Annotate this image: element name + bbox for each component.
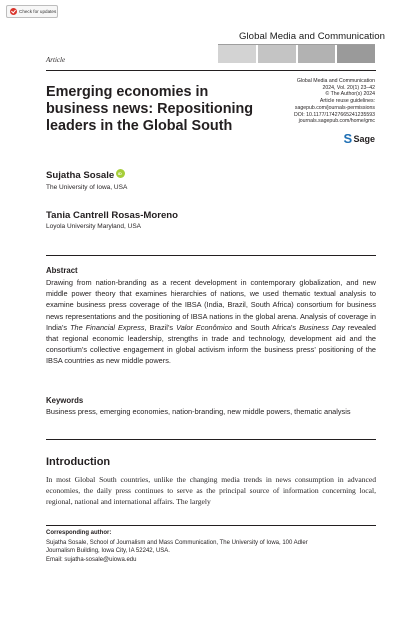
sage-wordmark: Sage <box>353 134 375 144</box>
header-color-blocks <box>218 45 375 63</box>
header-block <box>298 45 336 63</box>
abstract-heading: Abstract <box>46 266 78 275</box>
corresponding-author-heading: Corresponding author: <box>46 530 112 536</box>
author-1-affiliation: The University of Iowa, USA <box>46 184 128 191</box>
meta-permissions-link[interactable]: sagepub.com/journals-permissions <box>294 104 375 111</box>
meta-copyright: © The Author(s) 2024 <box>325 91 375 98</box>
check-for-updates-badge[interactable] <box>6 5 58 18</box>
corresponding-author-address: Journalism Building, Iowa City, IA 52242, USA. <box>46 548 170 555</box>
header-block <box>218 45 256 63</box>
corresponding-author-email[interactable]: Email: sujatha-sosale@uiowa.edu <box>46 556 137 563</box>
article-metadata <box>235 78 375 125</box>
meta-journal: Global Media and Communication <box>296 78 375 84</box>
introduction-text: In most Global South countries, unlike the changing media trends in news consumption in advanced economies, the daily press continues to serve as the principal source of information concerning local, regional, national and international affairs. The largely <box>46 475 376 507</box>
header-block <box>258 45 296 63</box>
footnote-divider <box>46 525 376 526</box>
publication-name: Valor Econômico <box>176 322 233 332</box>
orcid-icon[interactable] <box>116 169 125 178</box>
meta-doi[interactable]: DOI: 10.1177/17427665241235593 <box>294 111 375 118</box>
abstract-divider <box>46 255 376 256</box>
author-1-name: Sujatha Sosale <box>46 170 115 181</box>
introduction-heading: Introduction <box>46 456 111 468</box>
sage-logo <box>343 134 375 144</box>
article-type: Article <box>46 56 66 64</box>
author-2-name: Tania Cantrell Rosas-Moreno <box>46 210 179 221</box>
publication-name: The Financial Express <box>70 322 145 332</box>
article-title: Emerging economies in business news: Repositioning leaders in the Global South <box>46 84 254 134</box>
abstract-text: Drawing from nation-branding as a recent development in contemporary globalization, and new middle power theory that examines hierarchies of nations, we used thematic textual analysis to examine business press coverage of the IBSA (India, Brazil, South Africa) consortium for business news representations and the positioning of IBSA nations in the global arena. Analysis of coverage in India’s The Financial Express, Brazil’s Valor Econômico and South Africa’s Business Day revealed that regional economic leadership, strengths in trade and technology, development aid and the consortium’s collective engagement in global activism inform the business press’ positioning of the IBSA countries as new middle powers. <box>46 278 377 366</box>
sage-s-icon <box>343 134 351 144</box>
meta-reuse-label: Article reuse guidelines: <box>319 98 375 105</box>
check-for-updates-label: Check for updates <box>19 9 57 14</box>
publication-name: Business Day <box>299 322 345 332</box>
keywords-heading: Keywords <box>46 396 84 405</box>
corresponding-author-address: Sujatha Sosale, School of Journalism and Mass Communication, The University of Iowa, 100 Adler <box>46 540 308 546</box>
meta-journal-link[interactable]: journals.sagepub.com/home/gmc <box>298 118 375 125</box>
author-2-affiliation: Loyola University Maryland, USA <box>46 223 142 230</box>
update-check-icon <box>10 8 17 15</box>
meta-volume: 2024, Vol. 20(1) 23–42 <box>322 84 375 91</box>
journal-name-header: Global Media and Communication <box>238 31 385 42</box>
keywords-divider <box>46 439 376 440</box>
author-1 <box>46 170 125 181</box>
corresponding-author-details <box>46 539 376 564</box>
header-block <box>337 45 375 63</box>
keywords-text: Business press, emerging economies, nation-branding, new middle powers, thematic analysis <box>46 407 351 416</box>
author-2 <box>46 210 178 221</box>
header-divider <box>46 70 376 71</box>
